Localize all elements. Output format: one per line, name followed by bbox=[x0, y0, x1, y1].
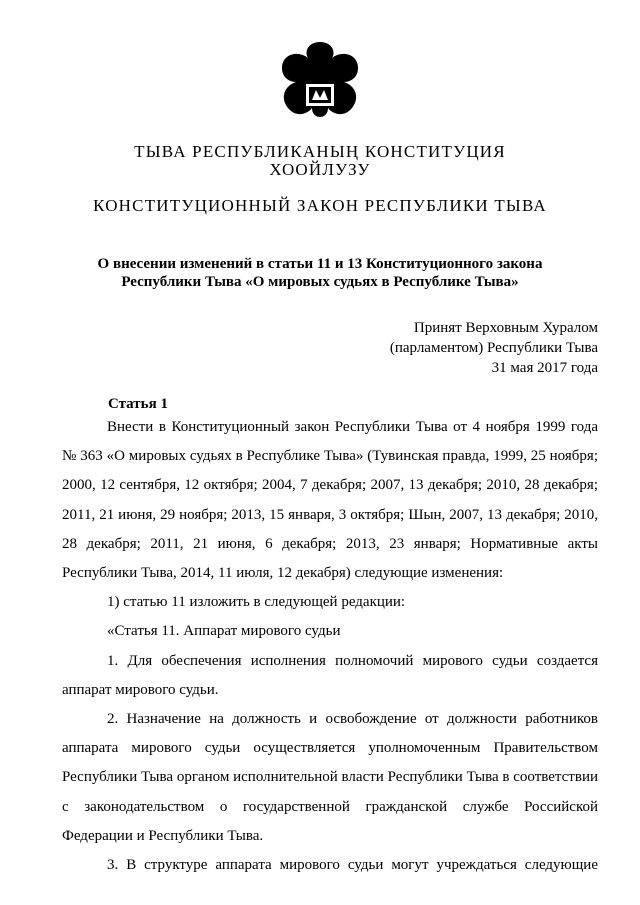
coat-of-arms-emblem bbox=[272, 38, 368, 126]
adoption-line-1: Принят Верховным Хуралом bbox=[413, 320, 598, 336]
intro-paragraph: Внести в Конституционный закон Республики Тыва от 4 ноября 1999 года № 363 «О мировых судьях в Республике Тыва» (Тувинская правда, 1999, 25 ноября; 2000, 12 сентября, 12 октября; 2004, 7 декабря; 2007, 13 декабря; 2010, 28 декабря; 2011, 21 июня, 29 ноября; 2013, 15 января, 3 октября; Шын, 2007, 13 декабря; 2010, 28 декабря; 2011, 21 июня, 6 декабря; 2013, 23 января; Нормативные акты Республики Тыва, 2014, 11 июля, 12 декабря) следующие изменения: bbox=[62, 419, 598, 582]
law-title-line-1: О внесении изменений в статьи 11 и 13 Конституционного закона bbox=[97, 256, 543, 272]
item-1: 1) статью 11 изложить в следующей редакции: bbox=[107, 594, 406, 611]
header-line-2: ХООЙЛУЗУ bbox=[269, 160, 371, 179]
adoption-date: 31 мая 2017 года bbox=[491, 360, 598, 376]
paragraph-2: 2. Назначение на должность и освобождение от должности работников аппарата мирового судьи осуществляется уполномоченным Правительством Республики Тыва органом исполнительной власти Республики Тыва в соответствии с законодательством о государственной гражданской службе Российской Федерации и Республики Тыва. bbox=[62, 711, 598, 844]
article-heading: Статья 1 bbox=[108, 396, 168, 412]
law-title-line-2: Республики Тыва «О мировых судьях в Республике Тыва» bbox=[121, 274, 519, 290]
adoption-note bbox=[390, 318, 598, 378]
adoption-line-2: (парламентом) Республики Тыва bbox=[389, 340, 598, 356]
quoted-article-heading: «Статья 11. Аппарат мирового судьи bbox=[107, 623, 341, 640]
paragraph-3: 3. В структуре аппарата мирового судьи могут учреждаться следующие bbox=[107, 857, 598, 874]
header-line-1: ТЫВА РЕСПУБЛИКАНЫҢ КОНСТИТУЦИЯ bbox=[134, 142, 506, 161]
paragraph-1: 1. Для обеспечения исполнения полномочий мирового судьи создается аппарат мирового судьи. bbox=[62, 652, 598, 698]
article-body bbox=[62, 413, 598, 880]
header-line-3: КОНСТИТУЦИОННЫЙ ЗАКОН РЕСПУБЛИКИ ТЫВА bbox=[93, 196, 547, 215]
